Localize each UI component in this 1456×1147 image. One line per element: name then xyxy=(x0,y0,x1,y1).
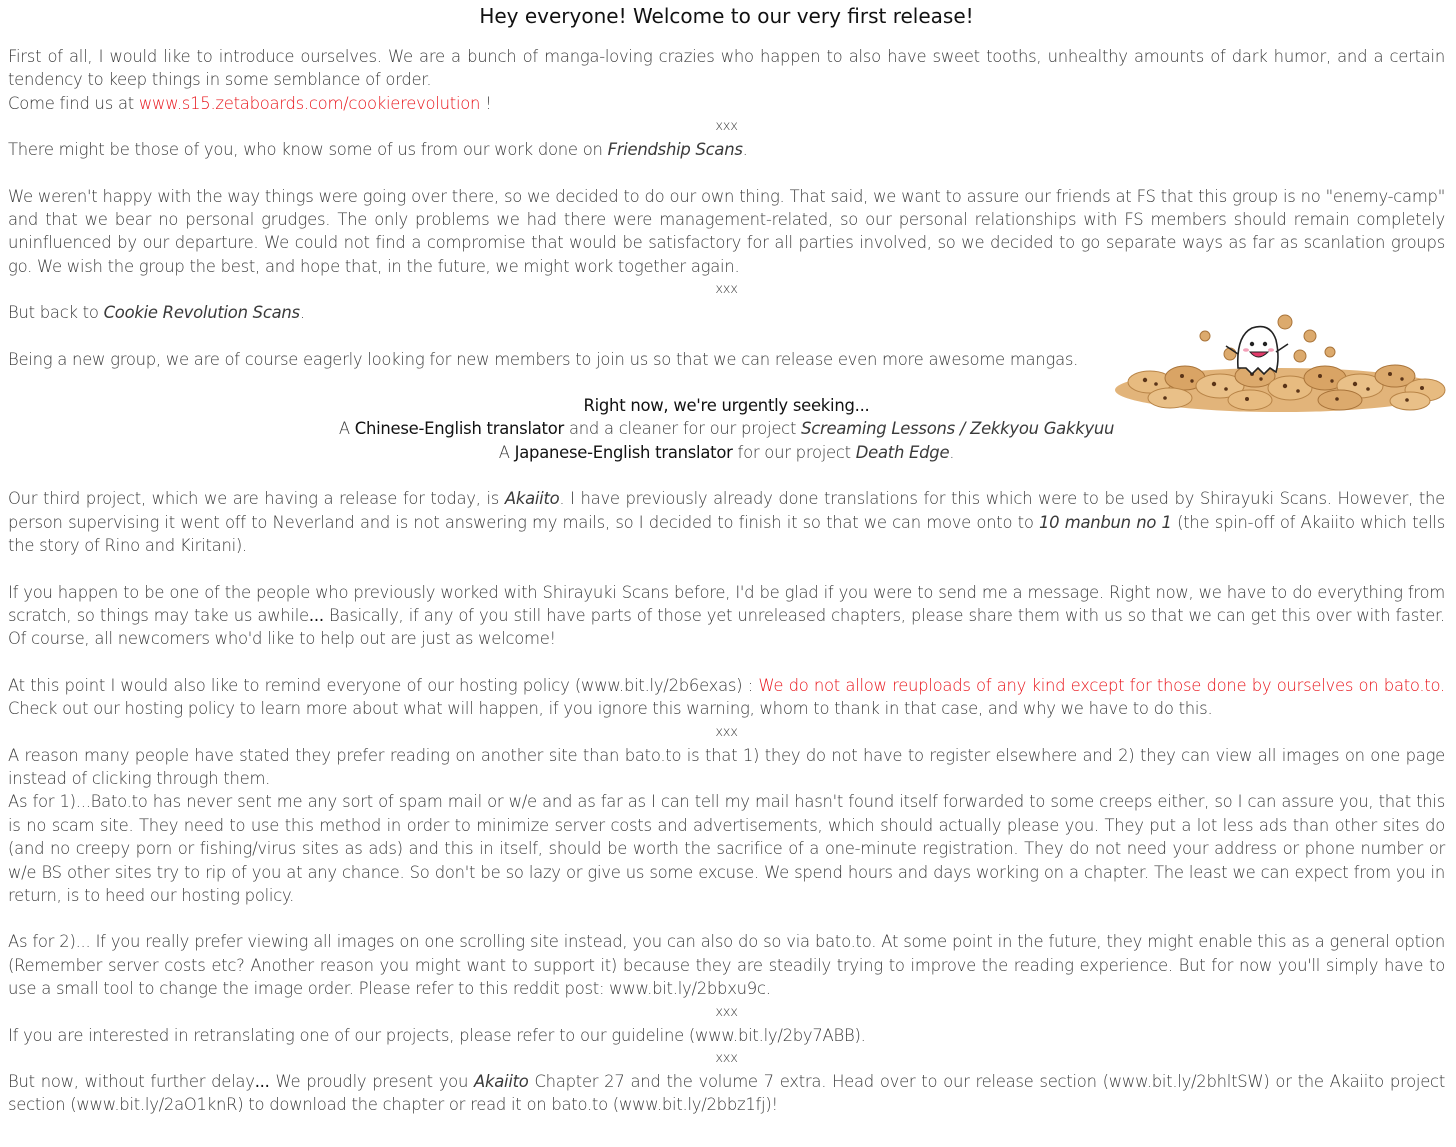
seeking-line-chinese xyxy=(8,417,1445,440)
reupload-warning: We do not allow reuploads of any kind except for those done by ourselves on bato.to. xyxy=(758,675,1445,695)
seeking-a: A xyxy=(498,442,515,462)
reason-one-paragraph: As for 1)...Bato.to has never sent me any sort of spam mail or w/e and as far as I can tell my mail hasn't found itself forwarded to some creeps either, so I can assure you, that this is no scam site. They need to use this method in order to minimize server costs and advertisements, which should actually please you. They put a lot less ads than other sites do (and no creepy porn or fishing/virus sites as ads) and this in itself, should be worth the sacrifice of a one-minute registration. They do not need your address or phone number or w/e BS other sites try to rip of you at any chance. So don't be so lazy or give us some excuse. We spend hours and days working on a chapter. The least we can expect from you in return, is to heed our hosting policy. xyxy=(8,792,1445,905)
back-prefix: But back to xyxy=(8,303,104,323)
fs-suffix: . xyxy=(742,140,748,160)
policy-text-1: At this point I would also like to remind everyone of our hosting policy (www.bit.ly/2b6exas) : xyxy=(8,675,759,695)
akaiito-title: Akaiito xyxy=(504,489,560,509)
page-title: Hey everyone! Welcome to our very first release! xyxy=(479,4,974,28)
akaiito-paragraph xyxy=(8,487,1445,557)
shirayuki-paragraph xyxy=(8,581,1445,651)
release-text-1: But now, without further delay xyxy=(8,1072,255,1091)
spinoff-title: 10 manbun no 1 xyxy=(1039,512,1172,532)
release-paragraph xyxy=(8,1070,1445,1117)
recruiting-paragraph: Being a new group, we are of course eagerly looking for new members to join us so that we can release even more awesome mangas. xyxy=(8,349,1079,369)
separator: xxx xyxy=(715,724,738,740)
seeking-end: . xyxy=(949,442,955,462)
ellipsis: ... xyxy=(254,1072,270,1091)
akaiito-text-1: Our third project, which we are having a release for today, is xyxy=(8,489,505,509)
separator: xxx xyxy=(715,282,738,298)
find-us-suffix: ! xyxy=(480,93,492,113)
spacer xyxy=(8,464,1445,487)
reason-two-paragraph: As for 2)... If you really prefer viewing all images on one scrolling site instead, you can also do so via bato.to. At some point in the future, they might enable this as a general option (Remember server costs etc? Another reason you might want to support it) because they are steadily trying to improve the reading experience. But for now you'll simply have to use a small tool to change the image order. Please refer to this reddit post: www.bit.ly/2bbxu9c. xyxy=(8,932,1445,999)
fs-paragraph xyxy=(8,138,1445,161)
spacer xyxy=(8,907,1445,930)
cookie-pile xyxy=(1115,365,1445,412)
ellipsis: ... xyxy=(308,605,324,625)
separator: xxx xyxy=(715,1004,738,1020)
seeking-line-japanese xyxy=(8,441,1445,464)
release-text-2: We proudly present you xyxy=(269,1072,475,1091)
seeking-middle: and a cleaner for our project xyxy=(564,419,802,439)
spacer xyxy=(8,558,1445,581)
akaiito-text-3: (the spin-off of Akaiito which tells the story of Rino and Kiritani). xyxy=(8,512,1445,556)
release-text-3: Chapter 27 and the volume 7 extra. Head over to our release section (www.bit.ly/2bhltSW) or the Akaiito project section (www.bit.ly/2aO1knR) to download the chapter or read it on bato.to (www.bit.ly/2bbz1fj)! xyxy=(8,1072,1445,1115)
seeking-a: A xyxy=(338,419,355,439)
separator: xxx xyxy=(715,119,738,135)
intro-paragraph xyxy=(8,45,1445,115)
chinese-translator-role: Chinese-English translator xyxy=(354,419,564,439)
policy-paragraph xyxy=(8,674,1445,721)
spacer xyxy=(8,162,1445,185)
friendship-scans-name: Friendship Scans xyxy=(607,140,743,160)
back-suffix: . xyxy=(299,303,305,323)
group-name: Cookie Revolution Scans xyxy=(103,303,300,323)
project-death-edge: Death Edge xyxy=(855,442,950,462)
project-screaming-lessons: Screaming Lessons / Zekkyou Gakkyuu xyxy=(801,419,1115,439)
japanese-translator-role: Japanese-English translator xyxy=(514,442,733,462)
policy-text-2: Check out our hosting policy to learn more about what will happen, if you ignore this warning, whom to thank in that case, and why we have to do this. xyxy=(8,699,1213,719)
forum-link[interactable]: www.s15.zetaboards.com/cookierevolution xyxy=(138,93,481,113)
release-title: Akaiito xyxy=(474,1072,529,1091)
seeking-heading: Right now, we're urgently seeking... xyxy=(583,396,870,416)
reasons-intro: A reason many people have stated they prefer reading on another site than bato.to is that 1) they do not have to register elsewhere and 2) they can view all images on one page instead of clicking through them. xyxy=(8,745,1445,788)
separator: xxx xyxy=(715,1051,738,1066)
retranslate-paragraph: If you are interested in retranslating one of our projects, please refer to our guideline (www.bit.ly/2by7ABB). xyxy=(8,1025,866,1045)
seeking-middle: for our project xyxy=(732,442,856,462)
find-us-prefix: Come find us at xyxy=(8,93,139,113)
fs-prefix: There might be those of you, who know some of us from our work done on xyxy=(8,140,608,160)
departure-paragraph: We weren't happy with the way things were going over there, so we decided to do our own thing. That said, we want to assure our friends at FS that this group is no "enemy-camp" and that we bear no personal grudges. The only problems we had there were management-related, so our personal relationships with FS members should remain completely uninfluenced by our departure. We could not find a compromise that would be satisfactory for all parties involved, so we decided to go separate ways as far as scanlation groups go. We wish the group the best, and hope that, in the future, we might work together again. xyxy=(8,186,1445,276)
shirayuki-text-2: Basically, if any of you still have parts of those yet unreleased chapters, please share them with us so that we can get this over with faster. Of course, all newcomers who'd like to help out are just as welcome! xyxy=(8,605,1446,649)
akaiito-text-2: . I have previously already done translations for this which were to be used by Shirayuki Scans. However, the person supervising it went off to Neverland and is not answering my mails, so I decided to finish it so that we can move onto to xyxy=(8,489,1445,532)
intro-text: First of all, I would like to introduce ourselves. We are a bunch of manga-loving crazies who happen to also have sweet tooths, unhealthy amounts of dark humor, and a certain tendency to keep things in some semblance of order. xyxy=(8,47,1445,90)
shirayuki-text-1: If you happen to be one of the people who previously worked with Shirayuki Scans before, I'd be glad if you were to send me a message. Right now, we have to do everything from scratch, so things may take us awhile xyxy=(8,582,1445,625)
document-page xyxy=(8,2,1445,1117)
spacer xyxy=(8,651,1445,674)
cookie-pile-mascot-illustration xyxy=(1110,306,1450,416)
